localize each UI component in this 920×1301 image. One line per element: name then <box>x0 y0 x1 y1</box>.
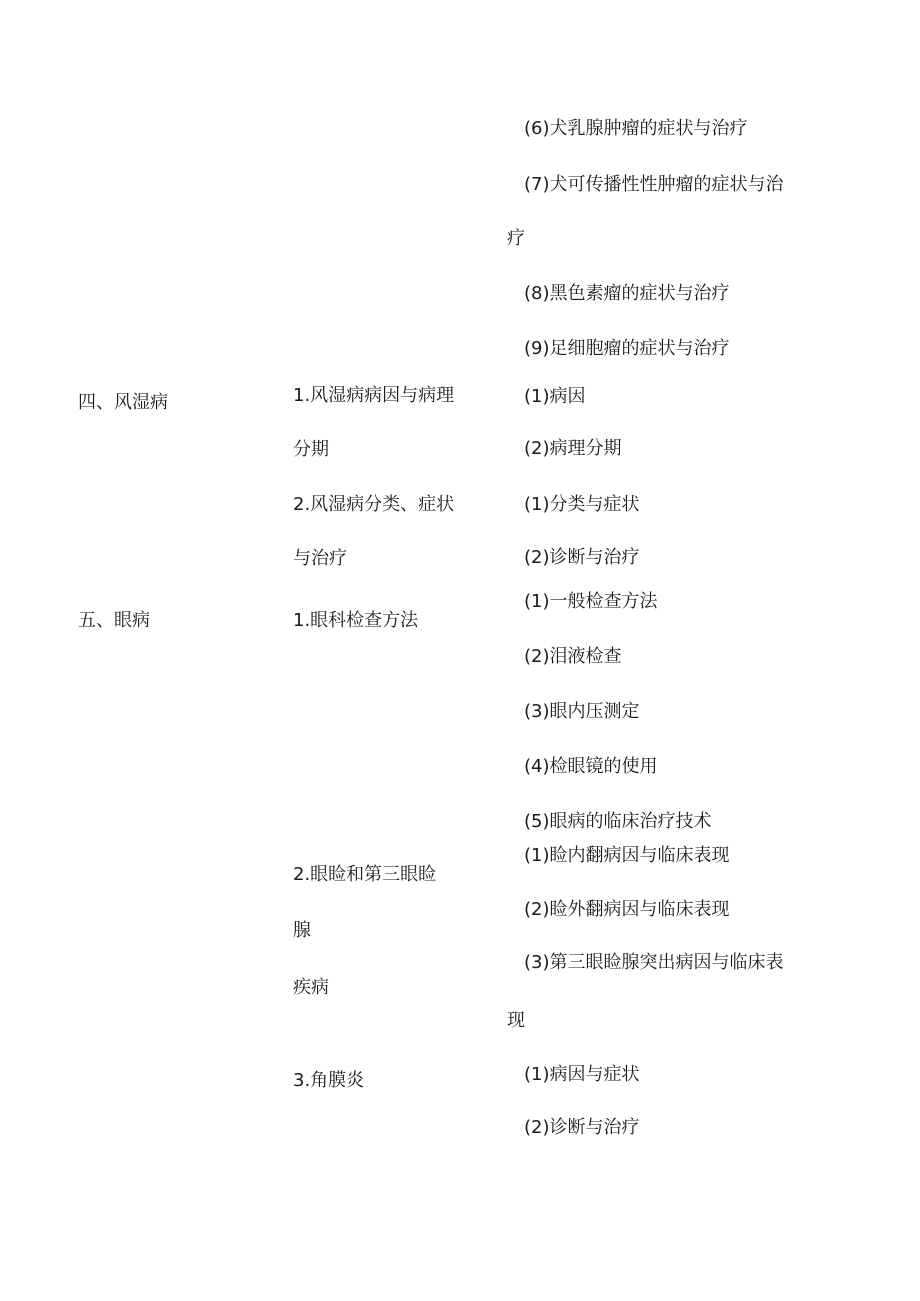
section4-topic2-line2: 与治疗 <box>293 548 347 569</box>
section5-topic1-item-4: (4)检眼镜的使用 <box>524 756 658 777</box>
continued-item-7-wrap: 疗 <box>507 228 525 249</box>
section5-topic3-item-2: (2)诊断与治疗 <box>524 1117 640 1138</box>
section5-topic2-item-2: (2)睑外翻病因与临床表现 <box>524 899 730 920</box>
continued-item-7: (7)犬可传播性性肿瘤的症状与治 <box>524 174 784 195</box>
section4-topic1-item-2: (2)病理分期 <box>524 438 622 459</box>
section5-topic1-item-5: (5)眼病的临床治疗技术 <box>524 811 712 832</box>
section5-topic1-item-3: (3)眼内压测定 <box>524 701 640 722</box>
section5-topic3: 3.角膜炎 <box>293 1070 365 1091</box>
continued-item-9: (9)足细胞瘤的症状与治疗 <box>524 338 730 359</box>
section5-topic2-line3: 疾病 <box>293 977 329 998</box>
section4-topic1-item-1: (1)病因 <box>524 386 586 407</box>
section5-topic1-item-1: (1)一般检查方法 <box>524 591 658 612</box>
section4-title: 四、风湿病 <box>78 392 168 413</box>
section5-topic1: 1.眼科检查方法 <box>293 610 419 631</box>
section4-topic2-line1: 2.风湿病分类、症状 <box>293 494 455 515</box>
section4-topic2-item-2: (2)诊断与治疗 <box>524 547 640 568</box>
section4-topic2-item-1: (1)分类与症状 <box>524 494 640 515</box>
section5-topic2-item-3: (3)第三眼睑腺突出病因与临床表 <box>524 952 784 973</box>
continued-item-6: (6)犬乳腺肿瘤的症状与治疗 <box>524 118 748 139</box>
section5-title: 五、眼病 <box>78 610 150 631</box>
section4-topic1-line2: 分期 <box>293 439 329 460</box>
section5-topic2-item-3-wrap: 现 <box>507 1010 525 1031</box>
section5-topic2-item-1: (1)睑内翻病因与临床表现 <box>524 845 730 866</box>
section5-topic1-item-2: (2)泪液检查 <box>524 646 622 667</box>
section5-topic2-line1: 2.眼睑和第三眼睑 <box>293 864 437 885</box>
section5-topic3-item-1: (1)病因与症状 <box>524 1064 640 1085</box>
section4-topic1-line1: 1.风湿病病因与病理 <box>293 385 455 406</box>
section5-topic2-line2: 腺 <box>293 920 311 941</box>
continued-item-8: (8)黑色素瘤的症状与治疗 <box>524 283 730 304</box>
